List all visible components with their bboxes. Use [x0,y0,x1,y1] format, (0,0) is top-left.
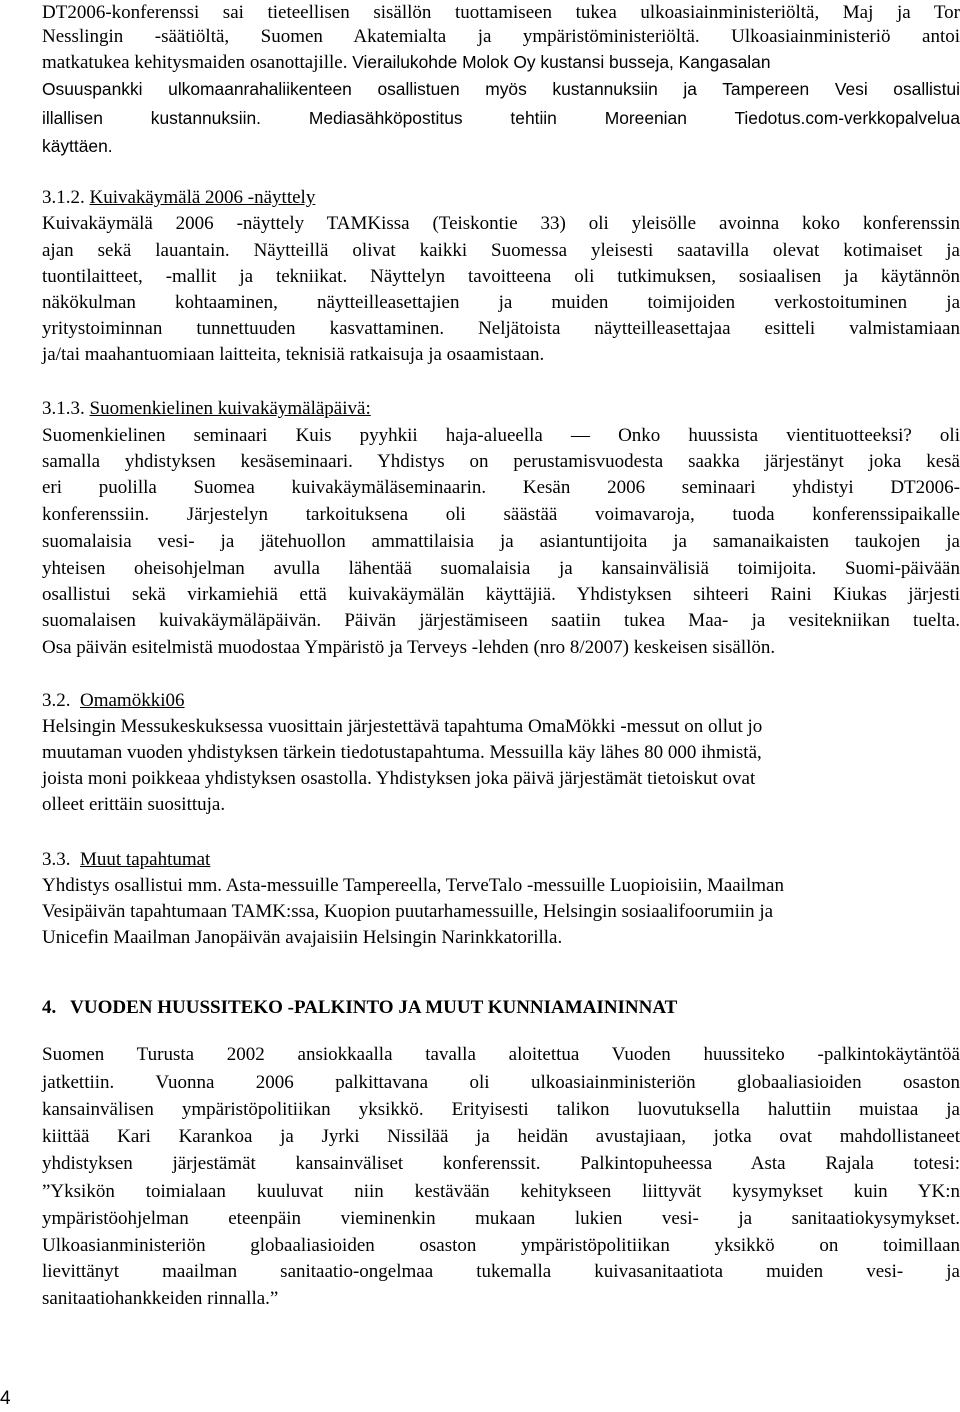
paragraph-line: ajan sekä lauantain. Näytteillä olivat kaikki Suomessa yleisesti saatavilla olevat kotimaiset ja [42,240,960,261]
intro-line-6: käyttäen. [42,136,113,156]
paragraph-last-line: Unicefin Maailman Janopäivän avajaisiin Helsingin Narinkkatorilla. [42,927,563,948]
section-4-heading [42,995,677,1021]
paragraph-line: ympäristöohjelman eteenpäin vieminenkin mukaan lukien vesi- ja sanitaatiokysymykset. [42,1208,960,1229]
section-3-3-heading [42,847,210,873]
paragraph-line: eri puolilla Suomea kuivakäymäläseminaarin. Kesän 2006 seminaari yhdistyi DT2006- [42,477,960,498]
section-title: Omamökki06 [80,690,185,711]
paragraph-last-line: olleet erittäin suosittuja. [42,794,226,815]
section-3-1-3-heading [42,396,371,422]
section-number: 4. [42,997,57,1018]
paragraph-line: yhteisen oheisohjelman avulla lähentää suomalaisia ja kansainvälisiä toimijoita. Suomi-päivään [42,558,960,579]
page-number: 4 [0,1388,11,1409]
section-title: Suomenkielinen kuivakäymäläpäivä: [89,398,371,419]
paragraph-last-line: ja/tai maahantuomiaan laitteita, teknisiä ratkaisuja ja osaamistaan. [42,344,545,365]
paragraph-line: näkökulman kohtaaminen, näytteilleasettajien ja muiden toimijoiden verkostoituminen ja [42,292,960,313]
paragraph-line: osallistui sekä virkamiehiä että kuivakäymälän käyttäjiä. Yhdistyksen sihteeri Raini Kiukas järjesti [42,584,960,605]
paragraph-line: muutaman vuoden yhdistyksen tärkein tiedotustapahtuma. Messuilla käy lähes 80 000 ihmistä, [42,742,762,763]
intro-line-5: illallisen kustannuksiin. Mediasähköpostitus tehtiin Moreenian Tiedotus.com-verkkopalvelua [42,108,960,128]
intro-line-3 [42,49,960,77]
paragraph-line: kiittää Kari Karankoa ja Jyrki Nissilää ja heidän avustajiaan, jotka ovat mahdollistaneet [42,1126,960,1147]
paragraph-line: lievittänyt maailman sanitaatio-ongelmaa tukemalla kuivasanitaatiota muiden vesi- ja [42,1261,960,1282]
paragraph-line: Vesipäivän tapahtumaan TAMK:ssa, Kuopion puutarhamessuille, Helsingin sosiaalifoorumiin ja [42,901,774,922]
intro-line-2: Nesslingin -säätiöltä, Suomen Akatemialta ja ympäristöministeriöltä. Ulkoasiainministeriö antoi [42,26,960,47]
paragraph-line: yritystoiminnan tunnettuuden kasvattaminen. Neljätoista näytteilleasettajaa esitteli valmistamiaan [42,318,960,339]
intro-line-4: Osuuspankki ulkomaanrahaliikenteen osallistuen myös kustannuksiin ja Tampereen Vesi osallistui [42,79,960,99]
section-title: Kuivakäymälä 2006 -näyttely [89,187,316,208]
section-number: 3.3. [42,849,71,870]
paragraph-line: suomalaisia vesi- ja jätehuollon ammattilaisia ja asiantuntijoita ja samanaikaisten taukojen ja [42,531,960,552]
paragraph-line: suomalaisen kuivakäymäläpäivän. Päivän järjestämiseen saatiin tukea Maa- ja vesitekniikan tuelta. [42,610,960,631]
section-title: Muut tapahtumat [80,849,211,870]
paragraph-line: samalla yhdistyksen kesäseminaari. Yhdistys on perustamisvuodesta saakka järjestänyt joka kesä [42,451,960,472]
section-number: 3.1.3. [42,398,85,419]
paragraph-line: Yhdistys osallistui mm. Asta-messuille Tampereella, TerveTalo -messuille Luopioisiin, Maailman [42,875,784,896]
paragraph-last-line: Osa päivän esitelmistä muodostaa Ympäristö ja Terveys -lehden (nro 8/2007) keskeisen sisällön. [42,637,776,658]
intro-line-1: DT2006-konferenssi sai tieteellisen sisällön tuottamiseen tukea ulkoasiainministeriöltä, Maj ja Tor [42,2,960,23]
paragraph-last-line: sanitaatiohankkeiden rinnalla.” [42,1288,279,1309]
section-3-1-2-heading [42,185,315,211]
paragraph-line: Ulkoasianministeriön globaaliasioiden osaston ympäristöpolitiikan yksikkö on toimillaan [42,1235,960,1256]
intro-line-3b: Vierailukohde Molok Oy kustansi busseja, Kangasalan [352,52,771,72]
paragraph-line: kansainvälisen ympäristöpolitiikan yksikkö. Erityisesti talikon luovutuksella haluttiin muistaa ja [42,1099,960,1120]
paragraph-line: Kuivakäymälä 2006 -näyttely TAMKissa (Teiskontie 33) oli yleisölle avoinna koko konferenssin [42,213,960,234]
paragraph-line: yhdistyksen järjestämät kansainväliset konferenssit. Palkintopuheessa Asta Rajala totesi: [42,1153,960,1174]
section-title: VUODEN HUUSSITEKO -PALKINTO JA MUUT KUNNIAMAININNAT [70,997,678,1018]
section-3-2-heading [42,688,185,714]
paragraph-line: Helsingin Messukeskuksessa vuosittain järjestettävä tapahtuma OmaMökki -messut on ollut jo [42,716,763,737]
section-number: 3.2. [42,690,71,711]
paragraph-line: ”Yksikön toimialaan kuuluvat niin kestävään kehitykseen liittyvät kysymykset kuin YK:n [42,1181,960,1202]
intro-line-3a: matkatukea kehitysmaiden osanottajille. [42,52,348,73]
paragraph-line: konferenssiin. Järjestelyn tarkoituksena oli säästää voimavaroja, tuoda konferenssipaikalle [42,504,960,525]
paragraph-line: Suomenkielinen seminaari Kuis pyyhkii haja-alueella — Onko huussista vientituotteeksi? oli [42,425,960,446]
paragraph-line: tuontilaitteet, -mallit ja tekniikat. Näyttelyn tavoitteena oli tutkimuksen, sosiaalisen ja käytännön [42,266,960,287]
paragraph-line: joista moni poikkeaa yhdistyksen osastolla. Yhdistyksen joka päivä järjestämät tietoiskut ovat [42,768,756,789]
paragraph-line: jatkettiin. Vuonna 2006 palkittavana oli ulkoasiainministeriön globaaliasioiden osaston [42,1072,960,1093]
paragraph-line: Suomen Turusta 2002 ansiokkaalla tavalla aloitettua Vuoden huussiteko -palkintokäytäntöä [42,1044,960,1065]
section-number: 3.1.2. [42,187,85,208]
